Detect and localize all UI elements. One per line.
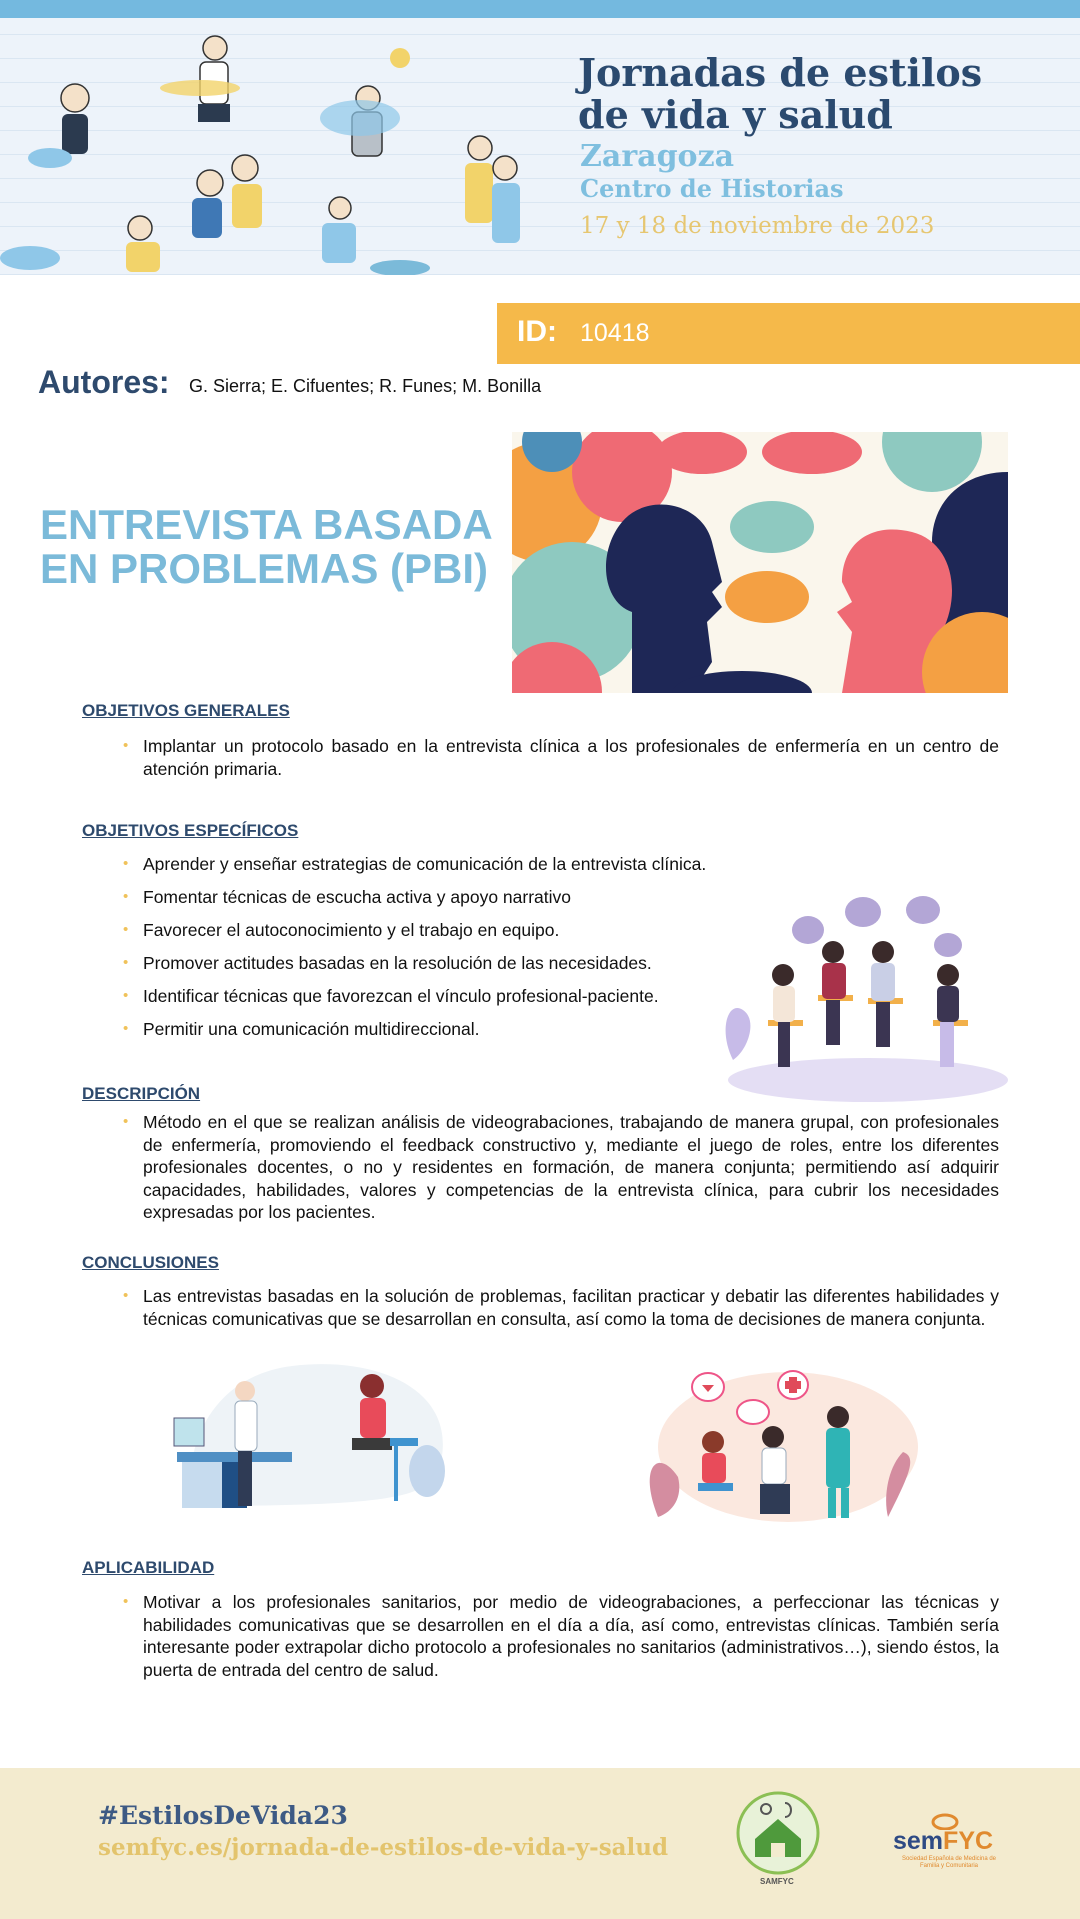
- list-item-text: Favorecer el autoconocimiento y el trabajo en equipo.: [143, 920, 560, 940]
- section-heading-objetivos-especificos: OBJETIVOS ESPECÍFICOS: [82, 821, 299, 840]
- banner-title-line1: Jornadas de estilos: [578, 50, 983, 95]
- bullet-icon: •: [123, 888, 129, 905]
- list-item-text: Promover actitudes basadas en la resolución de las necesidades.: [143, 953, 652, 973]
- section-heading-aplicabilidad: APLICABILIDAD: [82, 1558, 215, 1577]
- list-item-text: Implantar un protocolo basado en la entrevista clínica a los profesionales de enfermería en un centro de atención primaria.: [143, 736, 999, 779]
- banner-venue: Centro de Historias: [580, 174, 844, 203]
- samfyc-seal-caption: SAMFYC: [760, 1877, 794, 1886]
- list-item-text: Las entrevistas basadas en la solución de problemas, facilitan practicar y debatir las diferentes habilidades y técnicas comunicativas que se desarrollan en consulta, así como la toma de decisiones de manera conjunta.: [143, 1286, 999, 1329]
- footer-hashtag: #EstilosDeVida23: [98, 1801, 348, 1830]
- bullet-icon: •: [123, 855, 129, 872]
- section-heading-objetivos-generales: OBJETIVOS GENERALES: [82, 701, 290, 720]
- list-item: [123, 1591, 999, 1681]
- speaking-heads-illustration: [512, 432, 1008, 693]
- semfyc-logo-fyc: FYC: [943, 1827, 994, 1855]
- footer-url-link[interactable]: semfyc.es/jornada-de-estilos-de-vida-y-salud: [98, 1834, 669, 1861]
- id-value: 10418: [580, 319, 650, 347]
- poster-title-line2: EN PROBLEMAS (PBI): [40, 545, 489, 592]
- medical-team-illustration: [638, 1367, 920, 1527]
- doctor-consultation-illustration: [172, 1356, 456, 1515]
- list-item: [123, 1285, 999, 1330]
- bullet-icon: •: [123, 1020, 129, 1037]
- bullet-icon: •: [123, 1113, 129, 1130]
- list-item-text: Fomentar técnicas de escucha activa y apoyo narrativo: [143, 887, 571, 907]
- id-label: ID:: [517, 315, 557, 348]
- list-item: [123, 919, 703, 942]
- list-item-text: Aprender y enseñar estrategias de comunicación de la entrevista clínica.: [143, 854, 707, 874]
- poster-title-line1: ENTREVISTA BASADA: [40, 501, 493, 548]
- list-item: [123, 853, 823, 876]
- list-item-text: Método en el que se realizan análisis de videograbaciones, trabajando de manera grupal, con profesionales de enfermería, promoviendo el feedback constructivo y, mediante el juego de roles, entre los diferentes profesionales docentes, o no y residentes en formación, de manera conjunta; permitiendo así adquirir capacidades, habilidades, valores y competencias de la entrevista clínica, para cubrir los necesidades expresadas por los pacientes.: [143, 1112, 999, 1222]
- list-item: [123, 735, 999, 780]
- semfyc-logo-caption: Sociedad Española de Medicina de Familia y Comunitaria: [901, 1856, 997, 1869]
- bullet-icon: •: [123, 987, 129, 1004]
- list-item: [123, 1018, 703, 1041]
- list-item-text: Permitir una comunicación multidireccional.: [143, 1019, 480, 1039]
- semfyc-logo: [893, 1827, 993, 1856]
- bullet-icon: •: [123, 1593, 129, 1610]
- section-heading-descripcion: DESCRIPCIÓN: [82, 1084, 201, 1103]
- top-accent-bar: [0, 0, 1080, 18]
- semfyc-logo-sem: sem: [893, 1827, 944, 1855]
- list-item: [123, 1111, 999, 1224]
- list-item-text: Motivar a los profesionales sanitarios, por medio de videograbaciones, a perfeccionar las técnicas y habilidades comunicativas que se desarrollen en el día a día, así como, entrevistas clínicas. También sería interesante poder extrapolar dicho protocolo a profesionales no sanitarios (administrativos…), siendo éstos, la puerta de entrada del centro de salud.: [143, 1592, 999, 1680]
- banner-title-line2: de vida y salud: [578, 92, 893, 137]
- list-item: [123, 985, 703, 1008]
- bullet-icon: •: [123, 737, 129, 754]
- list-item-text: Identificar técnicas que favorezcan el vínculo profesional-paciente.: [143, 986, 659, 1006]
- banner-dates: 17 y 18 de noviembre de 2023: [580, 213, 935, 239]
- list-item: [123, 886, 703, 909]
- bullet-icon: •: [123, 921, 129, 938]
- banner-illustration: [0, 18, 540, 275]
- poster-title: [40, 503, 510, 591]
- bullet-icon: •: [123, 1287, 129, 1304]
- section-heading-conclusiones: CONCLUSIONES: [82, 1253, 219, 1272]
- list-item: [123, 952, 703, 975]
- bullet-icon: •: [123, 954, 129, 971]
- authors-names: G. Sierra; E. Cifuentes; R. Funes; M. Bonilla: [189, 376, 542, 396]
- authors-label: Autores:: [38, 364, 170, 400]
- banner-city: Zaragoza: [580, 139, 735, 174]
- group-therapy-illustration: [718, 890, 1014, 1105]
